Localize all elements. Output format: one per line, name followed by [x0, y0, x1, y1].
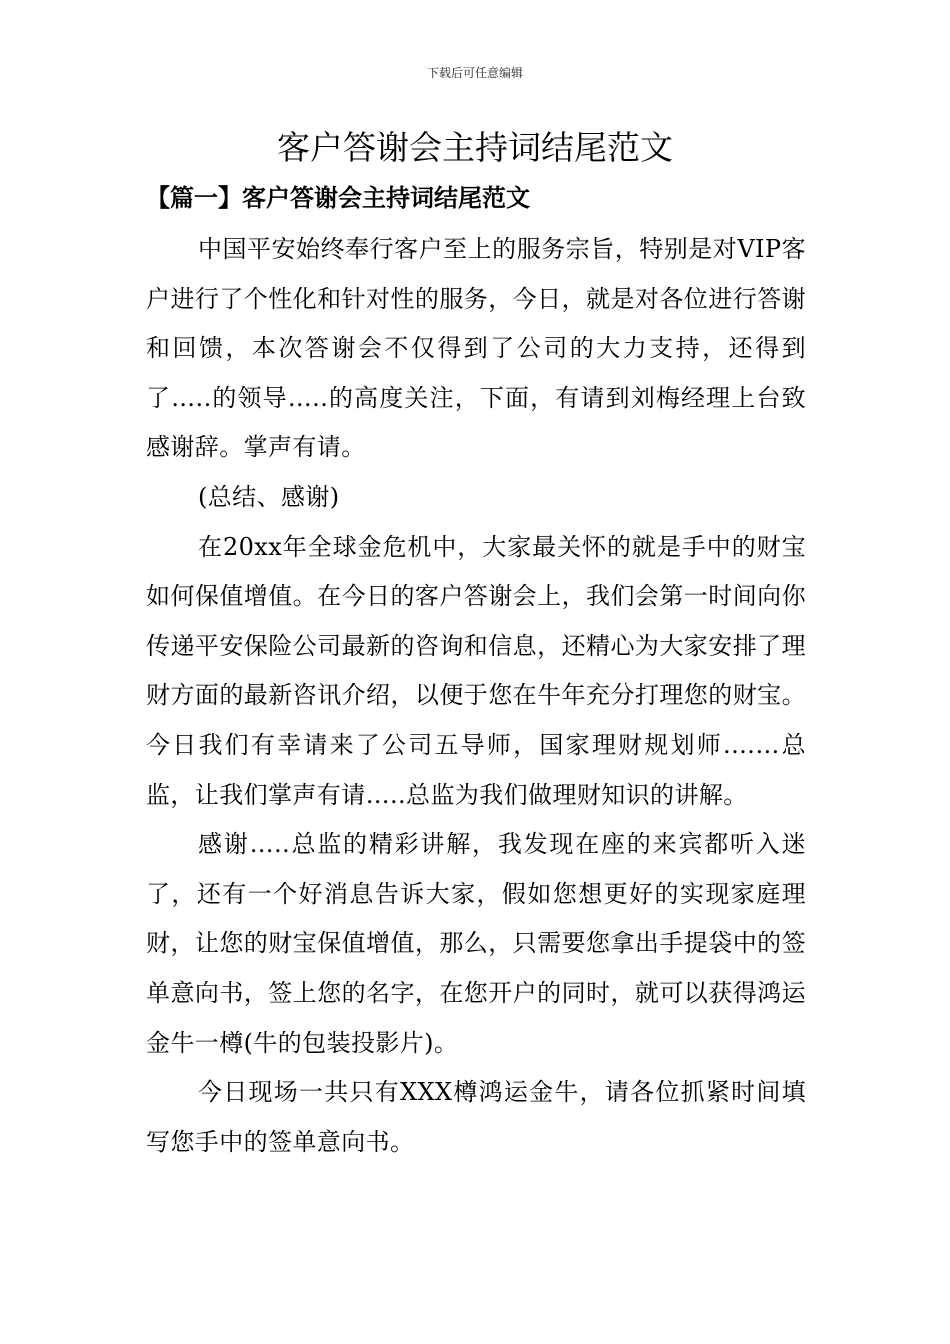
section-heading: 【篇一】客户答谢会主持词结尾范文: [146, 183, 530, 212]
paragraph-thanks-offer: 感谢…..总监的精彩讲解，我发现在座的来宾都听入迷了，还有一个好消息告诉大家，假如您想更好的实现家庭理财，让您的财宝保值增值，那么，只需要您拿出手提袋中的签单意向书，签上您的名字，在您开户的同时，就可以获得鸿运金牛一樽(牛的包装投影片)。: [146, 830, 806, 1057]
paragraph-opening: 中国平安始终奉行客户至上的服务宗旨，特别是对VIP客户进行了个性化和针对性的服务，今日，就是对各位进行答谢和回馈，本次答谢会不仅得到了公司的大力支持，还得到了…..的领导…..的高度关注，下面，有请到刘梅经理上台致感谢辞。掌声有请。: [146, 235, 806, 462]
document-title: 客户答谢会主持词结尾范文: [277, 128, 673, 167]
document-body: [146, 225, 806, 1167]
paragraph-finance-intro: 在20xx年全球金危机中，大家最关怀的就是手中的财宝如何保值增值。在今日的客户答谢会上，我们会第一时间向你传递平安保险公司最新的咨询和信息，还精心为大家安排了理财方面的最新咨讯介绍，以便于您在牛年充分打理您的财宝。今日我们有幸请来了公司五导师，国家理财规划师.……总监，让我们掌声有请…..总监为我们做理财知识的讲解。: [146, 532, 806, 809]
paragraph-stage-note: (总结、感谢): [198, 482, 340, 511]
page-header-note: 下载后可任意编辑: [426, 66, 523, 80]
paragraph-closing: 今日现场一共只有XXX樽鸿运金牛，请各位抓紧时间填写您手中的签单意向书。: [146, 1078, 806, 1156]
